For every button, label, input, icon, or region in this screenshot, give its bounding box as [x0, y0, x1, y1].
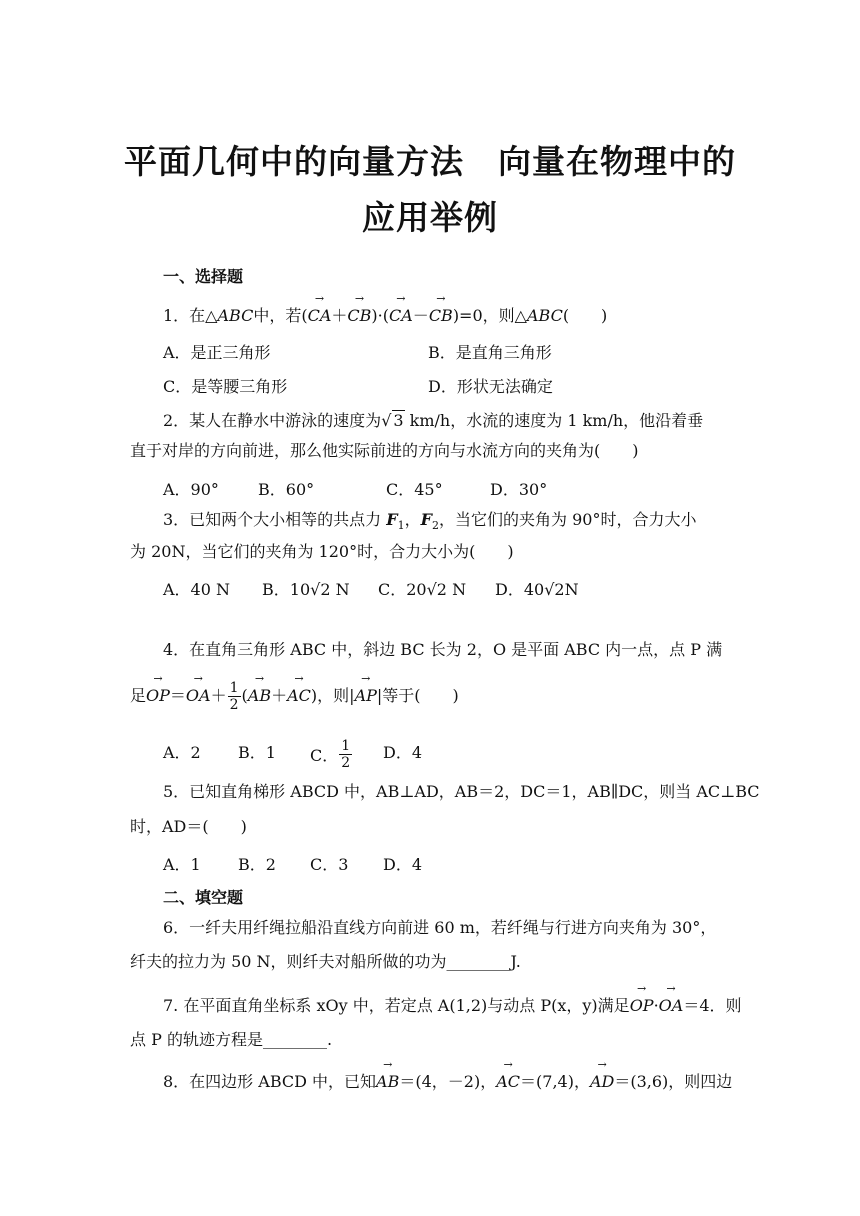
- question-3: 3．已知两个大小相等的共点力 $F_1$，$F_2$，当它们的夹角为 90°时，合力大小: [163, 510, 697, 533]
- q5-option-a: A．1: [163, 855, 201, 874]
- q2-option-a: A．90°: [163, 480, 219, 499]
- question-5-line2: 时，AD＝( ): [130, 817, 247, 836]
- q3-option-c: C．20√2 N: [378, 580, 467, 599]
- q1-option-a: A．是正三角形: [163, 343, 271, 362]
- question-6-line2: 纤夫的拉力为 50 N，则纤夫对船所做的功为________J.: [130, 952, 521, 971]
- section-heading-choice: 一、选择题: [163, 267, 244, 286]
- q4-option-c: C． $\frac{1}{2}$: [310, 738, 351, 771]
- question-6: 6．一纤夫用纤绳拉船沿直线方向前进 60 m，若纤绳与行进方向夹角为 30°，: [163, 918, 717, 937]
- question-7: 7. 在平面直角坐标系 xOy 中，若定点 A(1,2)与动点 P(x，y)满足→ OP·→ OA＝4．则: [163, 996, 742, 1016]
- q2-option-d: D．30°: [490, 480, 548, 499]
- q4-option-b: B．1: [238, 743, 276, 762]
- question-7-line2: 点 P 的轨迹方程是________.: [130, 1030, 333, 1049]
- q1-option-b: B．是直角三角形: [428, 343, 552, 362]
- q2-option-b: B．60°: [258, 480, 315, 499]
- question-8: 8．在四边形 ABCD 中，已知→ AB＝(4，－2)，→ AC＝(7,4)，→ AD＝(3,6)，则四边: [163, 1072, 732, 1092]
- q4-option-a: A．2: [163, 743, 201, 762]
- question-5: 5．已知直角梯形 ABCD 中，AB⊥AD，AB＝2，DC＝1，AB∥DC，则当 AC⊥BC: [163, 782, 760, 801]
- q1-option-c: C．是等腰三角形: [163, 377, 288, 396]
- q5-option-c: C．3: [310, 855, 349, 874]
- q1-option-d: D．形状无法确定: [428, 377, 553, 396]
- q3-option-b: B．10√2 N: [262, 580, 350, 599]
- q3-option-d: D．40√2N: [495, 580, 579, 599]
- question-4-line2: 足→ OP＝→ OA＋ $\frac{1}{2}$ (→ AB＋→ AC)，则|→ AP|等于( ): [130, 680, 459, 713]
- question-4: 4．在直角三角形 ABC 中，斜边 BC 长为 2，O 是平面 ABC 内一点，点 P 满: [163, 640, 723, 659]
- question-2-line2: 直于对岸的方向前进，那么他实际前进的方向与水流方向的夹角为( ): [130, 441, 639, 460]
- page-title-line2: 应用举例: [362, 198, 498, 237]
- page-title: 平面几何中的向量方法 向量在物理中的: [124, 142, 736, 181]
- q5-option-d: D．4: [383, 855, 423, 874]
- section-heading-fill: 二、填空题: [163, 888, 244, 907]
- question-2: 2．某人在静水中游泳的速度为√ 3 km/h，水流的速度为 1 km/h，他沿着垂: [163, 411, 704, 430]
- q5-option-b: B．2: [238, 855, 276, 874]
- q4-option-d: D．4: [383, 743, 423, 762]
- q3-option-a: A．40 N: [163, 580, 231, 599]
- q2-option-c: C．45°: [386, 480, 443, 499]
- question-1: 1．在△ABC中，若(→ CA＋→ CB)·(→ CA－→ CB)=0，则△ABC( ): [163, 306, 607, 326]
- question-3-line2: 为 20N，当它们的夹角为 120°时，合力大小为( ): [130, 542, 514, 561]
